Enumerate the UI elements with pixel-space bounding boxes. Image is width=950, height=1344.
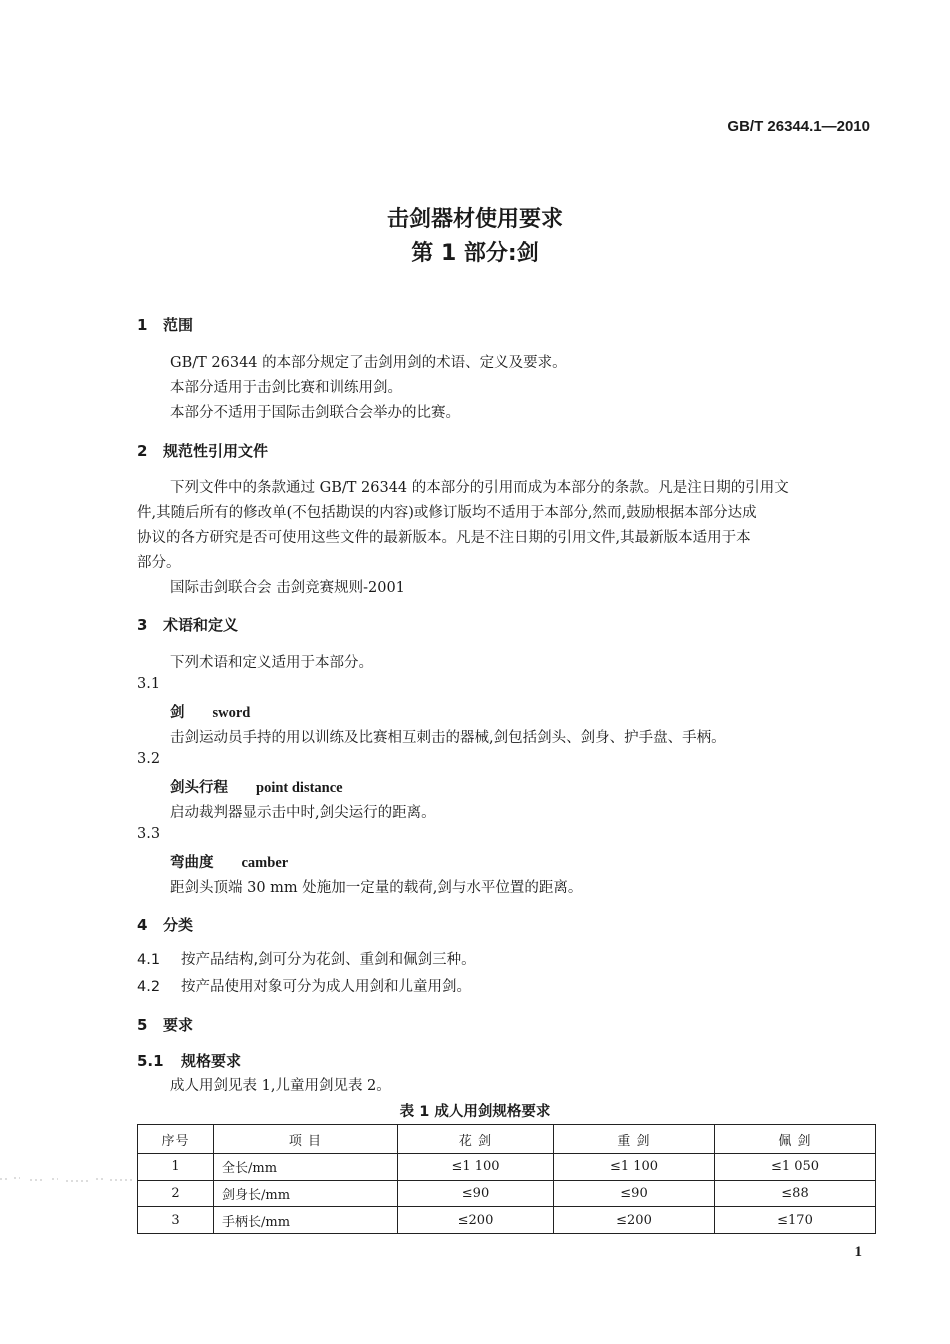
- section-3-heading: [137, 614, 238, 635]
- term-3-1: [170, 701, 250, 722]
- document-title: 击剑器材使用要求: [386, 207, 563, 232]
- section-title: 要求: [163, 1016, 194, 1034]
- clause-text: 按产品使用对象可分为成人用剑和儿童用剑。: [181, 979, 471, 995]
- document-subtitle: 第 1 部分:剑: [411, 241, 539, 266]
- term-en: camber: [241, 855, 289, 871]
- section-number: 1: [137, 316, 148, 334]
- section-title: 范围: [163, 316, 194, 334]
- cell-index: 1: [138, 1154, 214, 1181]
- section-2-heading: [137, 440, 268, 461]
- paragraph: 下列术语和定义适用于本部分。: [170, 655, 373, 671]
- section-5-heading: [137, 1014, 193, 1035]
- clause-text: 按产品结构,剑可分为花剑、重剑和佩剑三种。: [181, 952, 476, 968]
- section-1-heading: [137, 314, 193, 335]
- cell-item: 全长/mm: [214, 1154, 398, 1181]
- term-number: 3.3: [137, 826, 161, 842]
- paragraph-line: 部分。: [137, 555, 181, 571]
- section-4-heading: [137, 914, 193, 935]
- paragraph: 本部分适用于击剑比赛和训练用剑。: [170, 380, 402, 396]
- section-number: 3: [137, 616, 148, 634]
- paragraph-line: 件,其随后所有的修改单(不包括勘误的内容)或修订版均不适用于本部分,然而,鼓励根据本部分达成: [137, 505, 757, 521]
- section-title: 分类: [163, 916, 194, 934]
- term-zh: 剑头行程: [170, 780, 228, 796]
- clause-4-1: [137, 948, 476, 969]
- cell-index: 3: [138, 1207, 214, 1234]
- col-header-index: 序号: [138, 1125, 214, 1154]
- section-number: 4: [137, 916, 148, 934]
- page-number: 1: [854, 1244, 862, 1260]
- spec-table: [137, 1124, 876, 1234]
- cell-foil: ≤200: [398, 1207, 554, 1234]
- clause-number: 5.1: [137, 1052, 164, 1070]
- col-header-item: 项 目: [214, 1125, 398, 1154]
- cell-sabre: ≤170: [715, 1207, 876, 1234]
- term-number: 3.2: [137, 751, 161, 767]
- normative-reference: 国际击剑联合会 击剑竞赛规则-2001: [170, 580, 405, 596]
- term-zh: 弯曲度: [170, 855, 214, 871]
- term-definition: 启动裁判器显示击中时,剑尖运行的距离。: [170, 805, 436, 821]
- term-definition: 距剑头顶端 30 mm 处施加一定量的载荷,剑与水平位置的距离。: [170, 880, 583, 896]
- cell-index: 2: [138, 1180, 214, 1207]
- term-en: sword: [212, 705, 251, 721]
- cell-item: 手柄长/mm: [214, 1207, 398, 1234]
- section-title: 术语和定义: [163, 616, 239, 634]
- cell-sabre: ≤1 050: [715, 1154, 876, 1181]
- paragraph: 本部分不适用于国际击剑联合会举办的比赛。: [170, 405, 460, 421]
- section-number: 2: [137, 442, 148, 460]
- cell-epee: ≤1 100: [554, 1154, 715, 1181]
- col-header-epee: 重 剑: [554, 1125, 715, 1154]
- paragraph-line: 协议的各方研究是否可使用这些文件的最新版本。凡是不注日期的引用文件,其最新版本适用于本: [137, 530, 751, 546]
- cell-foil: ≤1 100: [398, 1154, 554, 1181]
- clause-title: 规格要求: [181, 1052, 242, 1070]
- cell-epee: ≤200: [554, 1207, 715, 1234]
- scan-artifact: [0, 1172, 137, 1186]
- cell-epee: ≤90: [554, 1180, 715, 1207]
- term-3-3: [170, 851, 288, 872]
- clause-5-1-heading: [137, 1050, 241, 1071]
- paragraph: GB/T 26344 的本部分规定了击剑用剑的术语、定义及要求。: [170, 355, 567, 371]
- table-row: [138, 1154, 876, 1181]
- cell-foil: ≤90: [398, 1180, 554, 1207]
- section-number: 5: [137, 1016, 148, 1034]
- col-header-foil: 花 剑: [398, 1125, 554, 1154]
- table-caption: 表 1 成人用剑规格要求: [399, 1104, 551, 1120]
- cell-sabre: ≤88: [715, 1180, 876, 1207]
- table-row: [138, 1207, 876, 1234]
- clause-number: 4.2: [137, 979, 161, 995]
- term-zh: 剑: [170, 705, 185, 721]
- term-en: point distance: [256, 780, 343, 796]
- col-header-sabre: 佩 剑: [715, 1125, 876, 1154]
- clause-4-2: [137, 975, 471, 996]
- standard-number: GB/T 26344.1—2010: [727, 118, 870, 135]
- term-number: 3.1: [137, 676, 161, 692]
- clause-number: 4.1: [137, 952, 161, 968]
- section-title: 规范性引用文件: [163, 442, 269, 460]
- term-3-2: [170, 776, 343, 797]
- table-header-row: [138, 1125, 876, 1154]
- term-definition: 击剑运动员手持的用以训练及比赛相互刺击的器械,剑包括剑头、剑身、护手盘、手柄。: [170, 730, 726, 746]
- paragraph: 成人用剑见表 1,儿童用剑见表 2。: [170, 1078, 391, 1094]
- paragraph-line: 下列文件中的条款通过 GB/T 26344 的本部分的引用而成为本部分的条款。凡是注日期的引用文: [170, 480, 789, 496]
- table-row: [138, 1180, 876, 1207]
- cell-item: 剑身长/mm: [214, 1180, 398, 1207]
